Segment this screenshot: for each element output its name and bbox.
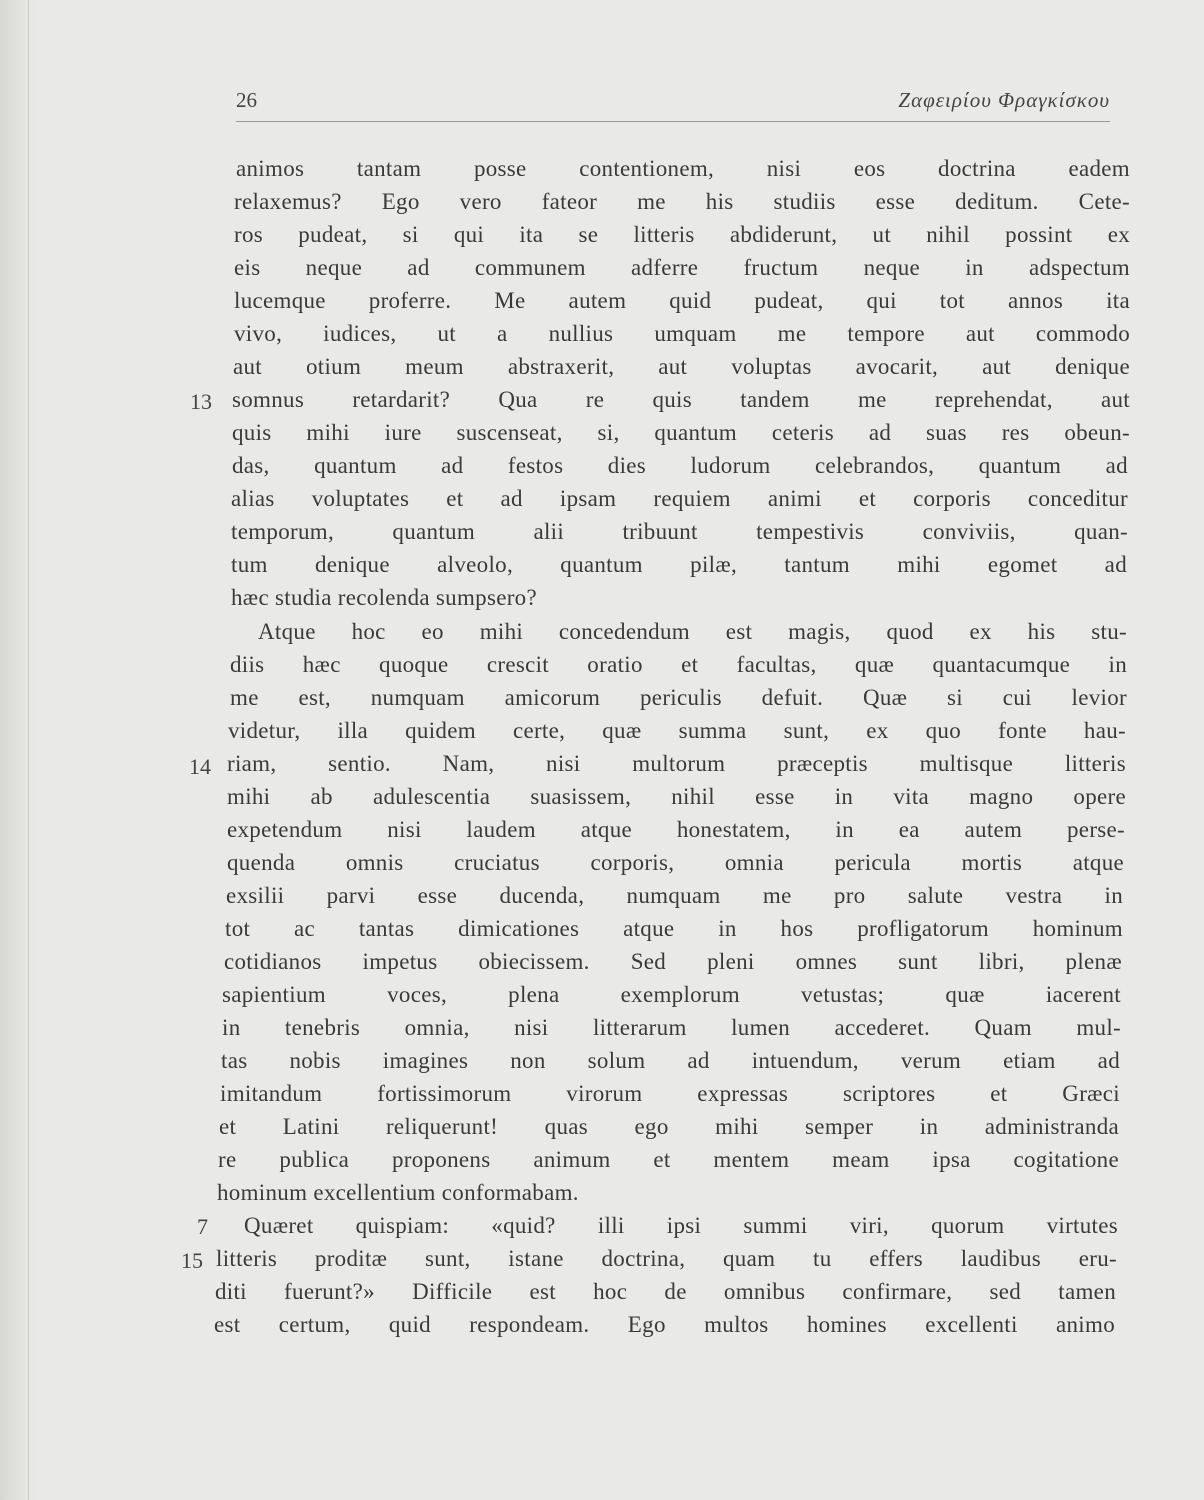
page-edge-shadow	[0, 0, 38, 1500]
text-line: aut otium meum abstraxerit, aut voluptas avocarit, aut denique	[233, 354, 1130, 379]
text-line: exsilii parvi esse ducenda, numquam me pro salute vestra in	[226, 883, 1123, 908]
page-number: 26	[236, 88, 257, 112]
text-line: tas nobis imagines non solum ad intuendum, verum etiam ad	[221, 1048, 1120, 1073]
text-line: re publica proponens animum et mentem meam ipsa cogitatione	[218, 1147, 1119, 1172]
text-line: cotidianos impetus obiecissem. Sed pleni omnes sunt libri, plenæ	[224, 949, 1122, 974]
text-line: videtur, illa quidem certe, quæ summa sunt, ex quo fonte hau-	[228, 718, 1126, 743]
margin-number: 14	[189, 754, 211, 779]
text-line: vivo, iudices, ut a nullius umquam me tempore aut commodo	[234, 321, 1130, 346]
text-line: quis mihi iure suscenseat, si, quantum ceteris ad suas res obeun-	[232, 420, 1130, 445]
text-line: in tenebris omnia, nisi litterarum lumen accederet. Quam mul-	[222, 1015, 1121, 1040]
text-line: diis hæc quoque crescit oratio et facultas, quæ quantacumque in	[230, 652, 1127, 677]
text-line: me est, numquam amicorum periculis defuit. Quæ si cui levior	[230, 685, 1127, 710]
text-line: ros pudeat, si qui ita se litteris abdiderunt, ut nihil possint ex	[234, 222, 1130, 247]
text-line: hæc studia recolenda sumpsero?	[231, 585, 537, 610]
text-line: diti fuerunt?» Difficile est hoc de omnibus confirmare, sed tamen	[215, 1279, 1116, 1304]
text-line: somnus retardarit? Qua re quis tandem me reprehendat, aut	[232, 387, 1130, 412]
running-head: Ζαφειρίου Φραγκίσκου	[898, 88, 1110, 112]
page-header	[236, 88, 1110, 118]
margin-number: 7	[197, 1214, 208, 1239]
text-line: tot ac tantas dimicationes atque in hos profligatorum hominum	[225, 916, 1123, 941]
text-line: tum denique alveolo, quantum pilæ, tantum mihi egomet ad	[231, 552, 1127, 577]
text-line: sapientium voces, plena exemplorum vetustas; quæ iacerent	[222, 982, 1121, 1007]
text-line: temporum, quantum alii tribuunt tempestivis conviviis, quan-	[231, 519, 1128, 544]
text-line: relaxemus? Ego vero fateor me his studiis esse deditum. Cete-	[234, 189, 1130, 214]
text-line: expetendum nisi laudem atque honestatem, in ea autem perse-	[227, 817, 1125, 842]
header-rule	[236, 121, 1110, 122]
text-line: das, quantum ad festos dies ludorum celebrandos, quantum ad	[232, 453, 1128, 478]
text-line: Quæret quispiam: «quid? illi ipsi summi viri, quorum virtutes	[244, 1213, 1118, 1238]
text-line: et Latini reliquerunt! quas ego mihi semper in administranda	[219, 1114, 1119, 1139]
text-line: animos tantam posse contentionem, nisi eos doctrina eadem	[236, 156, 1130, 181]
text-line: riam, sentio. Nam, nisi multorum præceptis multisque litteris	[227, 751, 1126, 776]
text-line: alias voluptates et ad ipsam requiem animi et corporis conceditur	[231, 486, 1128, 511]
text-line: est certum, quid respondeam. Ego multos homines excellenti animo	[214, 1312, 1115, 1337]
text-line: hominum excellentium conformabam.	[217, 1180, 579, 1205]
text-line: quenda omnis cruciatus corporis, omnia pericula mortis atque	[227, 850, 1124, 875]
text-line: mihi ab adulescentia suasissem, nihil esse in vita magno opere	[227, 784, 1126, 809]
text-line: eis neque ad communem adferre fructum neque in adspectum	[234, 255, 1130, 280]
margin-number: 13	[190, 389, 212, 414]
text-line: Atque hoc eo mihi concedendum est magis, quod ex his stu-	[258, 619, 1127, 644]
text-line: litteris proditæ sunt, istane doctrina, quam tu effers laudibus eru-	[216, 1246, 1117, 1271]
margin-number: 15	[181, 1248, 203, 1273]
text-line: lucemque proferre. Me autem quid pudeat, qui tot annos ita	[234, 288, 1130, 313]
text-line: imitandum fortissimorum virorum expressas scriptores et Græci	[220, 1081, 1120, 1106]
